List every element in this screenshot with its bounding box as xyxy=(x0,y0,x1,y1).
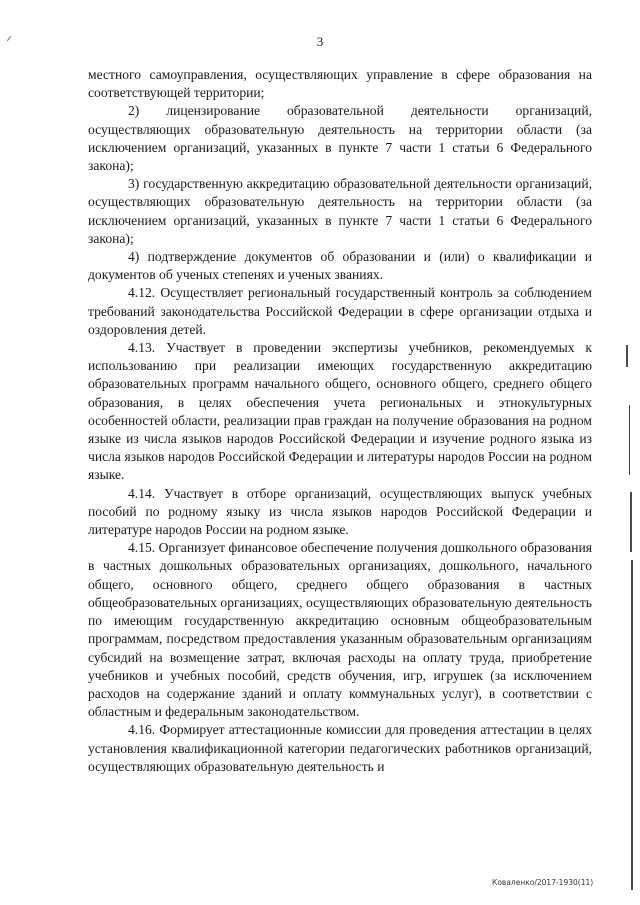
scan-artifact xyxy=(626,345,628,367)
footer-reference: Коваленко/2017-1930(11) xyxy=(492,878,594,887)
scan-artifact xyxy=(631,560,633,890)
scan-artifact xyxy=(629,405,630,475)
paragraph: 4.16. Формирует аттестационные комиссии для проведения аттестации в целях установления квалификационной категории педагогических работников организаций, осуществляющих образовательную деятельность и xyxy=(88,722,592,774)
paragraph: 4.15. Организует финансовое обеспечение получения дошкольного образования в частных дошкольных образовательных организациях, дошкольного, начального общего, основного общего, среднего общего образования в частных общеобразовательных организациях, осуществляющих образовательную деятельность по имеющим государственную аккредитацию основным общеобразовательным программам, посредством предоставления указанным образовательным организациям субсидий на возмещение затрат, включая расходы на оплату труда, приобретение учебников и учебных пособий, средств обучения, игр, игрушек (за исключением расходов на содержание зданий и оплату коммунальных услуг), в соответствии с областным и федеральным законодательством. xyxy=(88,540,592,720)
paragraph: 3) государственную аккредитацию образовательной деятельности организаций, осуществляющих образовательную деятельность на территории области (за исключением организаций, указанных в пункте 7 части 1 статьи 6 Федерального закона); xyxy=(88,176,592,246)
paragraph: 4) подтверждение документов об образовании и (или) о квалификации и документов об ученых степенях и ученых званиях. xyxy=(88,249,592,283)
paragraph: 4.12. Осуществляет региональный государственный контроль за соблюдением требований законодательства Российской Федерации в сфере организации отдыха и оздоровления детей. xyxy=(88,285,592,337)
page-number: 3 xyxy=(316,34,324,49)
document-body xyxy=(88,66,592,776)
paragraph: 4.14. Участвует в отборе организаций, осуществляющих выпуск учебных пособий по родному языку из числа языков народов Российской Федерации и литературе народов России на родном языке. xyxy=(88,485,592,538)
paragraph: 4.13. Участвует в проведении экспертизы учебников, рекомендуемых к использованию при реализации имеющих государственную аккредитацию образовательных программ начального общего, основного общего, среднего общего образования, в целях обеспечения учета региональных и этнокультурных особенностей области, реализации прав граждан на получение образования на родном языке из числа языков народов Российской Федерации и изучение родного языка из числа языков народов Российской Федерации и литературы народов России на родном языке. xyxy=(88,340,592,483)
paragraph: местного самоуправления, осуществляющих управление в сфере образования на соответствующей территории; xyxy=(88,67,592,101)
scan-artifact xyxy=(630,492,632,552)
paragraph: 2) лицензирование образовательной деятельности организаций, осуществляющих образовательную деятельность на территории области (за исключением организаций, указанных в пункте 7 части 1 статьи 6 Федерального закона); xyxy=(88,103,592,174)
